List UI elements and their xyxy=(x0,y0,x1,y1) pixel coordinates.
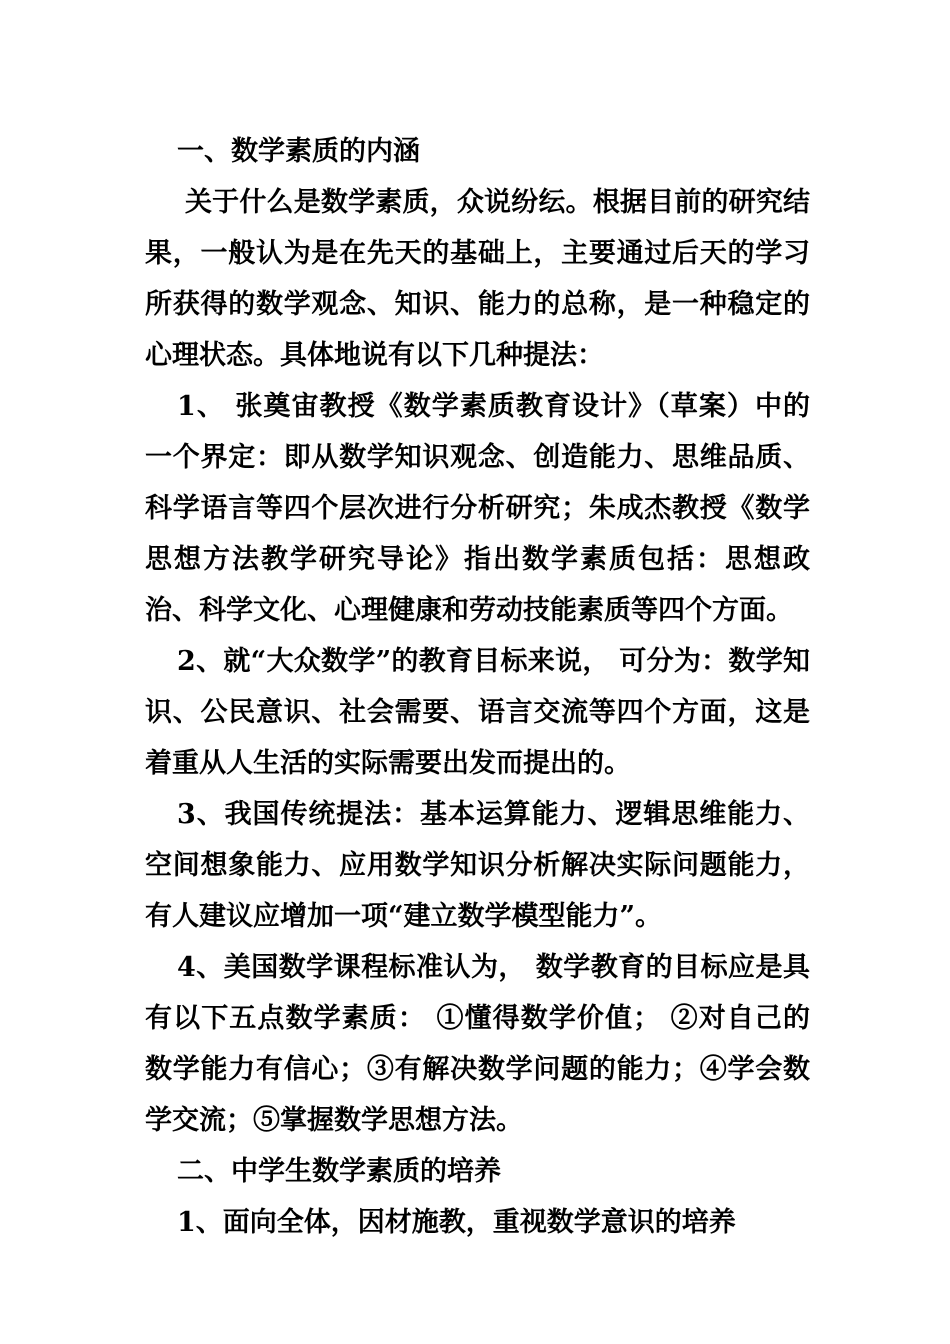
list-item-4: 4、美国数学课程标准认为， 数学教育的目标应是具有以下五点数学素质： ①懂得数学价值； ②对自己的数学能力有信心；③有解决数学问题的能力；④学会数学交流；⑤掌握数学思想方法。 xyxy=(145,952,810,1136)
list-item-1: 1、 张奠宙教授《数学素质教育设计》（草案）中的一个界定：即从数学知识观念、创造能力、思维品质、科学语言等四个层次进行分析研究；朱成杰教授《数学思想方法教学研究导论》指出数学素质包括：思想政治、科学文化、心理健康和劳动技能素质等四个方面。 xyxy=(145,391,810,626)
section-heading-1: 一、数学素质的内涵 xyxy=(177,136,420,167)
list-item-3: 3、我国传统提法：基本运算能力、逻辑思维能力、 空间想象能力、应用数学知识分析解决实际问题能力，有人建议应增加一项“建立数学模型能力”。 xyxy=(145,799,810,932)
subsection-heading-1: 1、面向全体，因材施教，重视数学意识的培养 xyxy=(177,1207,736,1238)
document-body xyxy=(145,126,810,1248)
section-heading-2: 二、中学生数学素质的培养 xyxy=(177,1156,501,1187)
intro-paragraph: 关于什么是数学素质，众说纷纭。根据目前的研究结果，一般认为是在先天的基础上，主要通过后天的学习所获得的数学观念、知识、能力的总称，是一种稳定的心理状态。具体地说有以下几种提法： xyxy=(145,187,810,371)
list-item-2: 2、就“大众数学”的教育目标来说， 可分为：数学知识、公民意识、社会需要、语言交流等四个方面，这是着重从人生活的实际需要出发而提出的。 xyxy=(145,646,810,779)
